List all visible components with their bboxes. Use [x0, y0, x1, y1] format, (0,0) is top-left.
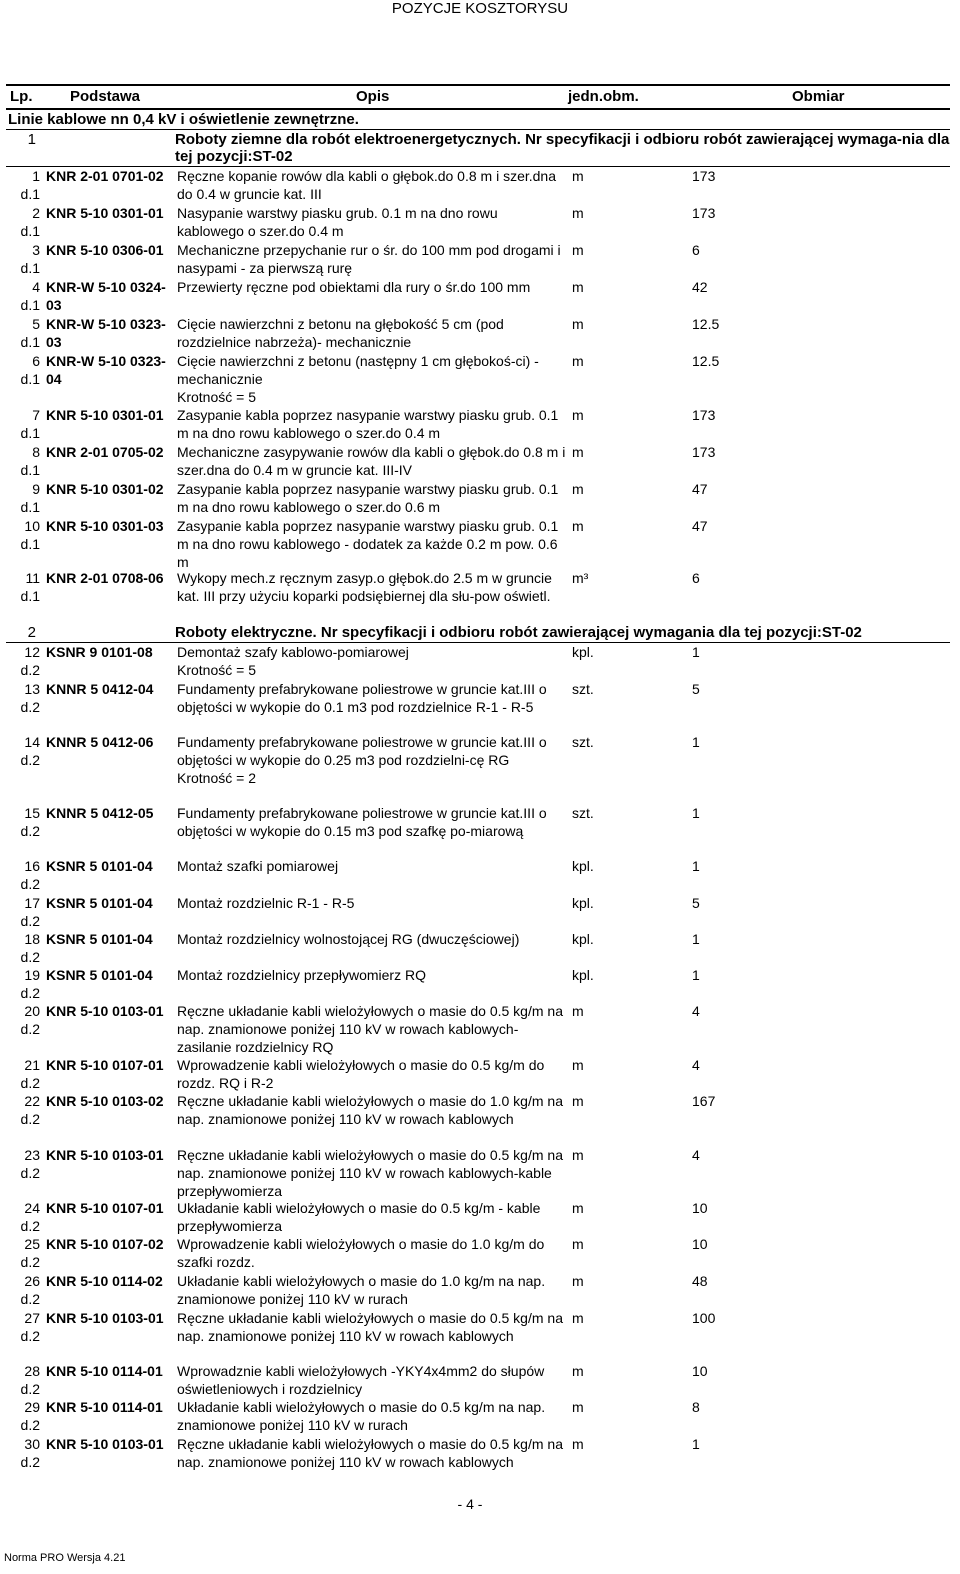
row-opis	[177, 204, 567, 240]
row-number: 1	[32, 168, 40, 184]
row-podstawa: KNR-W 5-10 0323-04	[46, 353, 166, 387]
column-header-obmiar: Obmiar	[792, 88, 845, 105]
row-opis-text: Ręczne układanie kabli wielożyłowych o masie do 0.5 kg/m na nap. znamionowe poniżej 110 kV w rowach kablowych-zasilanie rozdzielnicy RQ	[177, 1003, 563, 1055]
row-quantity: 167	[692, 1093, 716, 1109]
row-opis	[177, 480, 567, 516]
row-podstawa: KSNR 9 0101-08	[46, 644, 153, 660]
row-quantity: 6	[692, 570, 700, 586]
row-lp	[6, 480, 40, 516]
row-quantity: 1	[692, 967, 700, 983]
row-section-ref: d.2	[20, 1291, 40, 1307]
row-podstawa: KNR 5-10 0114-01	[46, 1363, 163, 1379]
row-lp	[6, 1146, 40, 1182]
row-opis	[177, 315, 567, 351]
row-number: 3	[32, 242, 40, 258]
row-lp	[6, 241, 40, 277]
row-quantity: 5	[692, 681, 700, 697]
row-opis-text: Montaż rozdzielnicy wolnostojącej RG (dwuczęściowej)	[177, 931, 520, 947]
row-podstawa: KNR 5-10 0107-02	[46, 1236, 164, 1252]
row-lp	[6, 804, 40, 840]
row-number: 19	[24, 967, 40, 983]
row-opis-text: Mechaniczne przepychanie rur o śr. do 100 mm pod drogami i nasypami - za pierwszą rurę	[177, 242, 561, 276]
column-header-podstawa: Podstawa	[70, 88, 141, 105]
row-lp	[6, 204, 40, 240]
row-quantity: 47	[692, 518, 708, 534]
row-opis-text: Fundamenty prefabrykowane poliestrowe w gruncie kat.III o objętości w wykopie do 0.1 m3 pod rozdzielnice R-1 - R-5	[177, 681, 547, 715]
row-section-ref: d.1	[20, 297, 40, 313]
row-opis-text: Mechaniczne zasypywanie rowów dla kabli o głębok.do 0.8 m i szer.dna do 0.4 m w gruncie kat. III-IV	[177, 444, 566, 478]
table-row	[6, 894, 950, 930]
table-row	[6, 966, 950, 1002]
row-podstawa: KNR 5-10 0103-01	[46, 1147, 164, 1163]
row-opis-text: Cięcie nawierzchni z betonu na głębokość 5 cm (pod rozdzielnice nabrzeża)- mechanicznie	[177, 316, 504, 350]
row-quantity: 1	[692, 644, 700, 660]
row-section-ref: d.2	[20, 1417, 40, 1433]
row-opis	[177, 1309, 567, 1345]
table-row	[6, 1362, 950, 1398]
row-lp	[6, 406, 40, 442]
table-row	[6, 804, 950, 857]
row-section-ref: d.2	[20, 752, 40, 768]
table-row	[6, 1002, 950, 1056]
row-opis-text: Przewierty ręczne pod obiektami dla rury o śr.do 100 mm	[177, 279, 531, 295]
row-opis	[177, 1146, 567, 1200]
row-section-ref: d.1	[20, 425, 40, 441]
page-number: - 4 -	[457, 1496, 483, 1512]
row-lp	[6, 1398, 40, 1434]
table-row	[6, 517, 950, 569]
row-section-ref: d.1	[20, 499, 40, 515]
row-opis	[177, 966, 567, 984]
row-number: 7	[32, 407, 40, 423]
table-row	[6, 1235, 950, 1272]
row-unit: m	[572, 242, 584, 258]
row-unit: m³	[572, 570, 589, 586]
row-unit: m	[572, 481, 584, 497]
row-opis	[177, 1435, 567, 1471]
table-row	[6, 1092, 950, 1146]
row-podstawa: KNNR 5 0412-06	[46, 734, 154, 750]
row-lp	[6, 1362, 40, 1398]
row-lp	[6, 733, 40, 769]
row-opis-text: Demontaż szafy kablowo-pomiarowej	[177, 644, 409, 660]
row-opis-text: Ręczne układanie kabli wielożyłowych o masie do 0.5 kg/m na nap. znamionowe poniżej 110 kV w rowach kablowych-kable przepływomierza	[177, 1147, 563, 1199]
row-unit: m	[572, 407, 584, 423]
section-row	[6, 623, 950, 643]
row-quantity: 4	[692, 1003, 700, 1019]
row-opis	[177, 930, 567, 948]
row-number: 4	[32, 279, 40, 295]
row-unit: m	[572, 1363, 584, 1379]
row-quantity: 1	[692, 1436, 700, 1452]
row-unit: m	[572, 1147, 584, 1163]
row-unit: m	[572, 1236, 584, 1252]
row-lp	[6, 352, 40, 388]
row-number: 5	[32, 316, 40, 332]
row-unit: m	[572, 1310, 584, 1326]
row-quantity: 1	[692, 805, 700, 821]
row-quantity: 12.5	[692, 353, 720, 369]
row-opis	[177, 1272, 567, 1308]
row-opis-text: Wykopy mech.z ręcznym zasyp.o głębok.do 2.5 m w gruncie kat. III przy użyciu koparki podsiębiernej dla słu-pow oświetl.	[177, 570, 552, 604]
row-opis-text: Wprowadzenie kabli wielożyłowych o masie do 0.5 kg/m do rozdz. RQ i R-2	[177, 1057, 545, 1091]
row-podstawa: KSNR 5 0101-04	[46, 931, 153, 947]
row-quantity: 10	[692, 1363, 708, 1379]
row-opis	[177, 352, 567, 406]
row-opis-text: Zasypanie kabla poprzez nasypanie warstwy piasku grub. 0.1 m na dno rowu kablowego - dodatek za każde 0.2 m pow. 0.6 m	[177, 518, 559, 570]
row-podstawa: KNR 5-10 0301-01	[46, 407, 164, 423]
column-header-jedn: jedn.obm.	[568, 88, 639, 105]
row-opis-text: Wprowadzenie kabli wielożyłowych o masie do 1.0 kg/m do szafki rozdz.	[177, 1236, 545, 1270]
row-section-ref: d.2	[20, 949, 40, 965]
row-quantity: 4	[692, 1057, 700, 1073]
row-opis-text: Montaż rozdzielnic R-1 - R-5	[177, 895, 355, 911]
row-podstawa: KNR 2-01 0708-06	[46, 570, 164, 586]
row-opis	[177, 1235, 567, 1271]
row-unit: kpl.	[572, 967, 594, 983]
row-unit: m	[572, 316, 584, 332]
row-section-ref: d.2	[20, 1111, 40, 1127]
table-row	[6, 480, 950, 517]
row-podstawa: KNR 5-10 0107-01	[46, 1057, 164, 1073]
row-number: 13	[24, 681, 40, 697]
row-podstawa: KNR 5-10 0301-03	[46, 518, 164, 534]
software-version: Norma PRO Wersja 4.21	[4, 1552, 126, 1564]
section-number: 1	[27, 131, 36, 148]
row-unit: m	[572, 1057, 584, 1073]
row-opis	[177, 1056, 567, 1092]
row-section-ref: d.2	[20, 823, 40, 839]
row-opis-text: Układanie kabli wielożyłowych o masie do 0.5 kg/m - kable przepływomierza	[177, 1200, 541, 1234]
row-lp	[6, 315, 40, 351]
row-number: 6	[32, 353, 40, 369]
row-unit: m	[572, 1436, 584, 1452]
row-number: 27	[24, 1310, 40, 1326]
row-unit: m	[572, 168, 584, 184]
table-row	[6, 733, 950, 804]
row-unit: m	[572, 444, 584, 460]
row-quantity: 6	[692, 242, 700, 258]
row-section-ref: d.2	[20, 876, 40, 892]
row-opis	[177, 733, 567, 787]
row-unit: kpl.	[572, 644, 594, 660]
row-podstawa: KSNR 5 0101-04	[46, 895, 153, 911]
row-podstawa: KNR 5-10 0114-02	[46, 1273, 163, 1289]
row-quantity: 1	[692, 858, 700, 874]
row-opis	[177, 894, 567, 912]
row-quantity: 1	[692, 734, 700, 750]
cost-estimate-table	[6, 84, 950, 1489]
table-row	[6, 1435, 950, 1489]
row-opis	[177, 1362, 567, 1398]
row-opis-text: Układanie kabli wielożyłowych o masie do 0.5 kg/m na nap. znamionowe poniżej 110 kV w rurach	[177, 1399, 546, 1433]
row-podstawa: KNR 2-01 0701-02	[46, 168, 164, 184]
row-number: 2	[32, 205, 40, 221]
row-opis	[177, 804, 567, 840]
row-unit: m	[572, 518, 584, 534]
row-lp	[6, 569, 40, 605]
row-number: 22	[24, 1093, 40, 1109]
table-row	[6, 1056, 950, 1092]
row-section-ref: d.1	[20, 462, 40, 478]
row-opis	[177, 1002, 567, 1056]
table-row	[6, 1309, 950, 1362]
row-multiplier: Krotność = 2	[177, 770, 256, 786]
row-opis-text: Fundamenty prefabrykowane poliestrowe w gruncie kat.III o objętości w wykopie do 0.25 m3 pod rozdzielni-cę RG	[177, 734, 547, 768]
table-row	[6, 1398, 950, 1435]
row-section-ref: d.2	[20, 1165, 40, 1181]
row-lp	[6, 930, 40, 966]
row-podstawa: KNR 5-10 0107-01	[46, 1200, 164, 1216]
section-number: 2	[27, 624, 36, 641]
row-podstawa: KNR 5-10 0103-01	[46, 1310, 164, 1326]
row-unit: m	[572, 1200, 584, 1216]
row-number: 28	[24, 1363, 40, 1379]
row-opis	[177, 680, 567, 716]
table-row	[6, 857, 950, 894]
table-row	[6, 315, 950, 352]
row-opis-text: Montaż szafki pomiarowej	[177, 858, 339, 874]
row-unit: m	[572, 1003, 584, 1019]
table-row	[6, 352, 950, 406]
row-opis	[177, 857, 567, 875]
row-section-ref: d.1	[20, 588, 40, 604]
row-section-ref: d.2	[20, 1254, 40, 1270]
row-lp	[6, 1056, 40, 1092]
row-opis	[177, 517, 567, 571]
row-quantity: 42	[692, 279, 708, 295]
row-lp	[6, 1092, 40, 1128]
row-section-ref: d.2	[20, 1454, 40, 1470]
row-number: 18	[24, 931, 40, 947]
row-podstawa: KNR 5-10 0306-01	[46, 242, 164, 258]
row-unit: szt.	[572, 681, 594, 697]
row-number: 9	[32, 481, 40, 497]
row-section-ref: d.2	[20, 913, 40, 929]
row-podstawa: KNNR 5 0412-05	[46, 805, 154, 821]
table-row	[6, 443, 950, 480]
row-podstawa: KNNR 5 0412-04	[46, 681, 154, 697]
row-quantity: 1	[692, 931, 700, 947]
row-opis	[177, 1199, 567, 1235]
row-opis-text: Ręczne układanie kabli wielożyłowych o masie do 1.0 kg/m na nap. znamionowe poniżej 110 kV w rowach kablowych	[177, 1093, 563, 1127]
row-number: 23	[24, 1147, 40, 1163]
row-lp	[6, 894, 40, 930]
row-opis-text: Fundamenty prefabrykowane poliestrowe w gruncie kat.III o objętości w wykopie do 0.15 m3 pod szafkę po-miarową	[177, 805, 547, 839]
row-podstawa: KNR-W 5-10 0324-03	[46, 279, 166, 313]
row-podstawa: KNR-W 5-10 0323-03	[46, 316, 166, 350]
section-description: Roboty ziemne dla robót elektroenergetycznych. Nr specyfikacji i odbioru robót zawierającej wymaga-nia dla tej pozycji:ST-02	[175, 131, 950, 165]
row-section-ref: d.2	[20, 662, 40, 678]
row-opis-text: Ręczne kopanie rowów dla kabli o głębok.do 0.8 m i szer.dna do 0.4 w gruncie kat. III	[177, 168, 556, 202]
row-podstawa: KNR 5-10 0103-01	[46, 1003, 164, 1019]
row-section-ref: d.2	[20, 1328, 40, 1344]
row-number: 21	[24, 1057, 40, 1073]
row-opis	[177, 406, 567, 442]
row-quantity: 47	[692, 481, 708, 497]
row-quantity: 48	[692, 1273, 708, 1289]
row-quantity: 100	[692, 1310, 716, 1326]
row-section-ref: d.2	[20, 985, 40, 1001]
table-body	[6, 130, 950, 1489]
row-podstawa: KSNR 5 0101-04	[46, 858, 153, 874]
section-description: Roboty elektryczne. Nr specyfikacji i odbioru robót zawierającej wymagania dla tej pozycji:ST-02	[175, 624, 862, 641]
row-section-ref: d.2	[20, 1218, 40, 1234]
row-opis-text: Cięcie nawierzchni z betonu (następny 1 cm głębokoś-ci) - mechanicznie	[177, 353, 539, 387]
row-opis-text: Nasypanie warstwy piasku grub. 0.1 m na dno rowu kablowego o szer.do 0.4 m	[177, 205, 498, 239]
row-quantity: 173	[692, 205, 716, 221]
row-quantity: 10	[692, 1236, 708, 1252]
row-number: 15	[24, 805, 40, 821]
row-opis-text: Zasypanie kabla poprzez nasypanie warstwy piasku grub. 0.1 m na dno rowu kablowego o szer.do 0.4 m	[177, 407, 559, 441]
row-section-ref: d.1	[20, 334, 40, 350]
row-section-ref: d.2	[20, 1075, 40, 1091]
table-row	[6, 241, 950, 278]
row-number: 24	[24, 1200, 40, 1216]
row-opis	[177, 278, 567, 296]
row-quantity: 5	[692, 895, 700, 911]
row-lp	[6, 1435, 40, 1471]
row-opis	[177, 1092, 567, 1128]
column-header-lp: Lp.	[10, 88, 33, 105]
table-row	[6, 643, 950, 680]
row-unit: m	[572, 1399, 584, 1415]
row-lp	[6, 167, 40, 203]
table-row	[6, 680, 950, 733]
table-row	[6, 1146, 950, 1199]
row-lp	[6, 517, 40, 553]
row-unit: m	[572, 205, 584, 221]
row-number: 20	[24, 1003, 40, 1019]
row-opis	[177, 167, 567, 203]
row-number: 12	[24, 644, 40, 660]
row-multiplier: Krotność = 5	[177, 389, 256, 405]
row-lp	[6, 966, 40, 1002]
row-opis-text: Montaż rozdzielnicy przepływomierz RQ	[177, 967, 426, 983]
column-header-opis: Opis	[356, 88, 390, 105]
row-number: 8	[32, 444, 40, 460]
row-number: 29	[24, 1399, 40, 1415]
row-quantity: 173	[692, 168, 716, 184]
row-quantity: 12.5	[692, 316, 720, 332]
row-quantity: 10	[692, 1200, 708, 1216]
row-lp	[6, 1199, 40, 1235]
table-row	[6, 278, 950, 315]
estimate-section-title: Linie kablowe nn 0,4 kV i oświetlenie zewnętrzne.	[6, 110, 950, 130]
row-unit: m	[572, 1273, 584, 1289]
row-lp	[6, 1309, 40, 1345]
row-lp	[6, 857, 40, 893]
row-section-ref: d.1	[20, 260, 40, 276]
row-unit: kpl.	[572, 895, 594, 911]
row-section-ref: d.1	[20, 536, 40, 552]
table-row	[6, 167, 950, 204]
row-podstawa: KNR 5-10 0114-01	[46, 1399, 163, 1415]
table-row	[6, 569, 950, 623]
row-opis-text: Zasypanie kabla poprzez nasypanie warstwy piasku grub. 0.1 m na dno rowu kablowego o szer.do 0.6 m	[177, 481, 559, 515]
row-section-ref: d.1	[20, 186, 40, 202]
row-opis-text: Wprowadznie kabli wielożyłowych -YKY4x4mm2 do słupów oświetleniowych i rozdzielnicy	[177, 1363, 545, 1397]
page-header-title: POZYCJE KOSZTORYSU	[391, 0, 569, 17]
row-number: 30	[24, 1436, 40, 1452]
row-opis-text: Układanie kabli wielożyłowych o masie do 1.0 kg/m na nap. znamionowe poniżej 110 kV w rurach	[177, 1273, 546, 1307]
table-row	[6, 204, 950, 241]
table-row	[6, 1272, 950, 1309]
row-unit: kpl.	[572, 858, 594, 874]
row-multiplier: Krotność = 5	[177, 662, 256, 678]
row-lp	[6, 643, 40, 679]
row-lp	[6, 1272, 40, 1308]
row-lp	[6, 680, 40, 716]
section-row	[6, 130, 950, 167]
row-unit: szt.	[572, 805, 594, 821]
row-quantity: 173	[692, 407, 716, 423]
row-podstawa: KNR 5-10 0103-02	[46, 1093, 164, 1109]
row-quantity: 4	[692, 1147, 700, 1163]
row-lp	[6, 278, 40, 314]
row-number: 25	[24, 1236, 40, 1252]
row-section-ref: d.2	[20, 699, 40, 715]
row-lp	[6, 1002, 40, 1038]
column-header-row	[6, 84, 950, 110]
row-podstawa: KNR 2-01 0705-02	[46, 444, 164, 460]
row-opis-text: Ręczne układanie kabli wielożyłowych o masie do 0.5 kg/m na nap. znamionowe poniżej 110 kV w rowach kablowych	[177, 1436, 563, 1470]
row-lp	[6, 443, 40, 479]
row-number: 17	[24, 895, 40, 911]
row-number: 14	[24, 734, 40, 750]
row-number: 11	[25, 570, 40, 586]
table-row	[6, 1199, 950, 1235]
row-number: 26	[24, 1273, 40, 1289]
row-number: 16	[24, 858, 40, 874]
row-podstawa: KNR 5-10 0103-01	[46, 1436, 164, 1452]
row-section-ref: d.2	[20, 1021, 40, 1037]
row-opis	[177, 1398, 567, 1434]
row-quantity: 173	[692, 444, 716, 460]
row-section-ref: d.1	[20, 371, 40, 387]
row-section-ref: d.2	[20, 1381, 40, 1397]
row-opis	[177, 569, 567, 605]
row-podstawa: KNR 5-10 0301-01	[46, 205, 164, 221]
row-quantity: 8	[692, 1399, 700, 1415]
row-unit: kpl.	[572, 931, 594, 947]
row-opis-text: Ręczne układanie kabli wielożyłowych o masie do 0.5 kg/m na nap. znamionowe poniżej 110 kV w rowach kablowych	[177, 1310, 563, 1344]
row-lp	[6, 1235, 40, 1271]
table-row	[6, 930, 950, 966]
row-opis	[177, 241, 567, 277]
row-number: 10	[24, 518, 40, 534]
row-opis	[177, 443, 567, 479]
row-opis	[177, 643, 567, 679]
row-unit: m	[572, 1093, 584, 1109]
row-unit: m	[572, 353, 584, 369]
row-podstawa: KNR 5-10 0301-02	[46, 481, 164, 497]
row-unit: m	[572, 279, 584, 295]
table-row	[6, 406, 950, 443]
row-podstawa: KSNR 5 0101-04	[46, 967, 153, 983]
row-section-ref: d.1	[20, 223, 40, 239]
row-unit: szt.	[572, 734, 594, 750]
